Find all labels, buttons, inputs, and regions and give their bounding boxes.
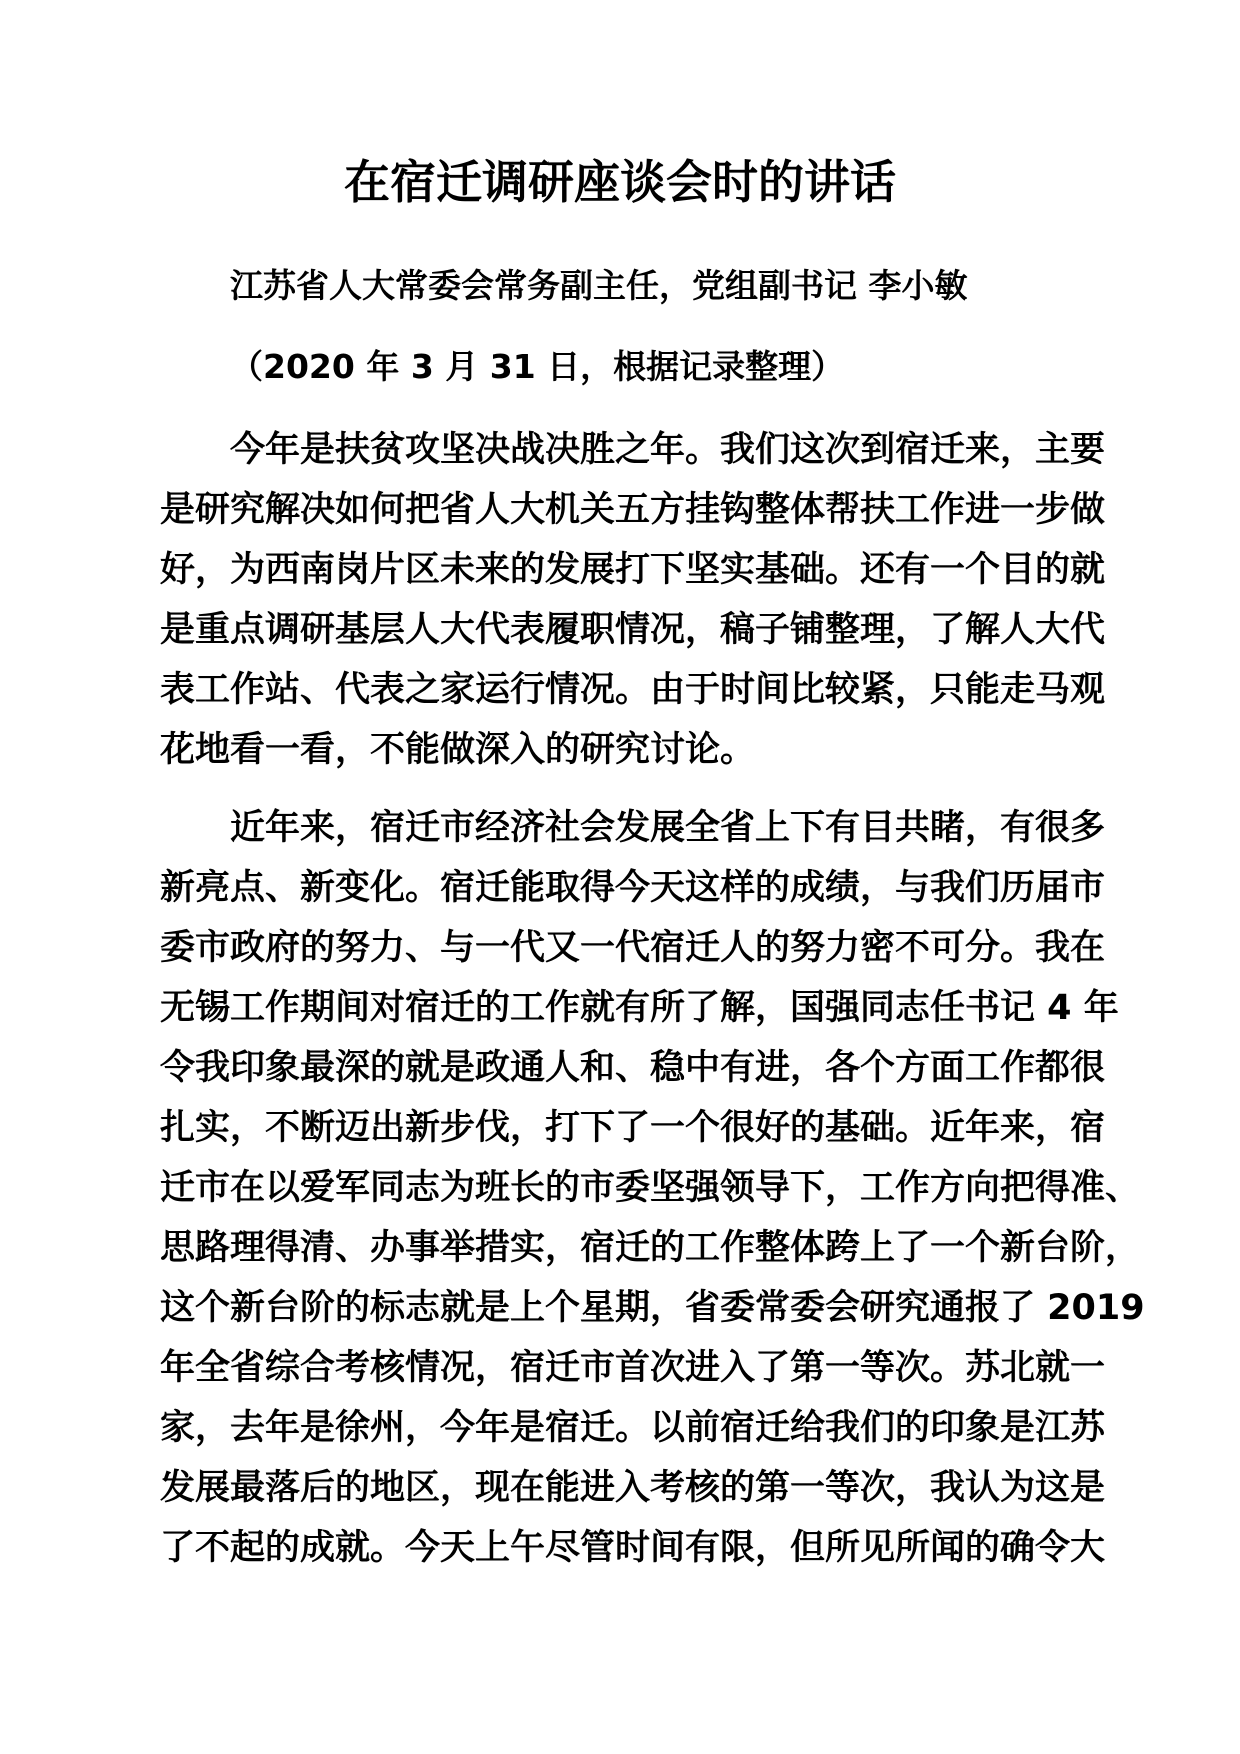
text-line: 表工作站、代表之家运行情况。由于时间比较紧，只能走马观 xyxy=(160,670,1106,710)
date-line: （2020 年 3 月 31 日，根据记录整理） xyxy=(230,347,845,386)
paragraph-1 xyxy=(160,420,1120,780)
text-line: 是重点调研基层人大代表履职情况，稿子铺整理，了解人大代 xyxy=(160,610,1106,650)
text-line: 迁市在以爱军同志为班长的市委坚强领导下，工作方向把得准、 xyxy=(160,1168,1141,1208)
text-line: 今年是扶贫攻坚决战决胜之年。我们这次到宿迁来，主要 xyxy=(160,430,1106,470)
paragraph-2 xyxy=(160,798,1145,1578)
text-line: 是研究解决如何把省人大机关五方挂钩整体帮扶工作进一步做 xyxy=(160,490,1106,530)
text-line: 无锡工作期间对宿迁的工作就有所了解，国强同志任书记 4 年 xyxy=(160,988,1119,1028)
text-line: 这个新台阶的标志就是上个星期，省委常委会研究通报了 2019 xyxy=(160,1288,1145,1328)
text-line: 令我印象最深的就是政通人和、稳中有进，各个方面工作都很 xyxy=(160,1048,1106,1088)
text-line: 家，去年是徐州，今年是宿迁。以前宿迁给我们的印象是江苏 xyxy=(160,1408,1106,1448)
text-line: 近年来，宿迁市经济社会发展全省上下有目共睹，有很多 xyxy=(160,808,1106,848)
text-line: 思路理得清、办事举措实，宿迁的工作整体跨上了一个新台阶， xyxy=(160,1228,1141,1268)
author-line: 江苏省人大常委会常务副主任，党组副书记 李小敏 xyxy=(230,266,968,305)
text-line: 了不起的成就。今天上午尽管时间有限，但所见所闻的确令大 xyxy=(160,1528,1106,1568)
text-line: 年全省综合考核情况，宿迁市首次进入了第一等次。苏北就一 xyxy=(160,1348,1106,1388)
text-line: 花地看一看，不能做深入的研究讨论。 xyxy=(160,730,756,770)
text-line: 好，为西南岗片区未来的发展打下坚实基础。还有一个目的就 xyxy=(160,550,1106,590)
text-line: 委市政府的努力、与一代又一代宿迁人的努力密不可分。我在 xyxy=(160,928,1106,968)
text-line: 新亮点、新变化。宿迁能取得今天这样的成绩，与我们历届市 xyxy=(160,868,1106,908)
document-title: 在宿迁调研座谈会时的讲话 xyxy=(344,155,896,209)
text-line: 发展最落后的地区，现在能进入考核的第一等次，我认为这是 xyxy=(160,1468,1106,1508)
text-line: 扎实，不断迈出新步伐，打下了一个很好的基础。近年来，宿 xyxy=(160,1108,1106,1148)
